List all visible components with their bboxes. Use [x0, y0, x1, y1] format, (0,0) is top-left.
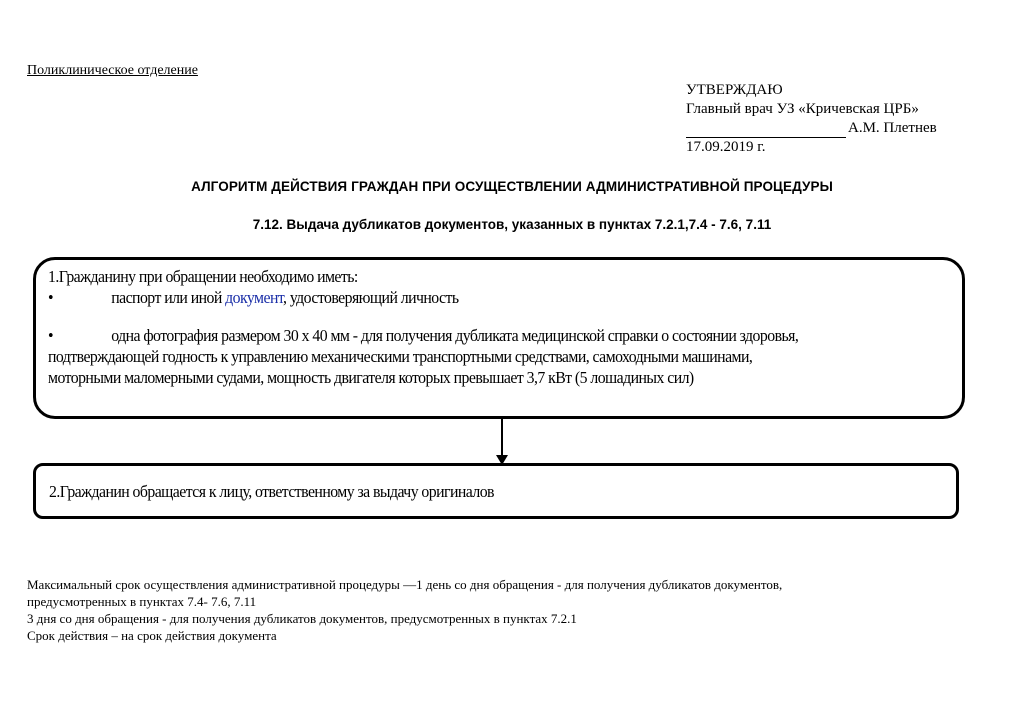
approve-name: А.М. Плетнев	[848, 120, 937, 136]
step1-item1-text-b: , удостоверяющий личность	[283, 288, 459, 307]
approval-block	[686, 81, 937, 157]
step1-heading: 1.Гражданину при обращении необходимо иметь:	[48, 267, 358, 286]
approve-date: 17.09.2019 г.	[686, 139, 766, 155]
signature-line	[686, 123, 846, 138]
step1-item2-line3: моторными маломерными судами, мощность двигателя которых превышает 3,7 кВт (5 лошадиных сил)	[48, 368, 694, 387]
approve-signature-row	[686, 119, 937, 138]
step1-item2-line1: одна фотография размером 30 х 40 мм - для получения дубликата медицинской справки о состоянии здоровья,	[111, 326, 799, 345]
step1-content	[48, 266, 885, 388]
footer-line2: предусмотренных в пунктах 7.4- 7.6, 7.11	[27, 594, 257, 609]
department-label: Поликлиническое отделение	[27, 63, 198, 78]
footer-line3: 3 дня со дня обращения - для получения дубликатов документов, предусмотренных в пунктах 7.2.1	[27, 611, 577, 626]
page-subtitle: 7.12. Выдача дубликатов документов, указанных в пунктах 7.2.1,7.4 - 7.6, 7.11	[252, 217, 772, 232]
document-link[interactable]: документ	[225, 288, 284, 307]
step1-item-passport	[48, 287, 885, 308]
bullet-icon: •	[48, 326, 53, 345]
step1-item1-text-a: паспорт или иной	[111, 288, 226, 307]
approve-title: УТВЕРЖДАЮ	[686, 82, 783, 98]
page-title: АЛГОРИТМ ДЕЙСТВИЯ ГРАЖДАН ПРИ ОСУЩЕСТВЛЕНИИ АДМИНИСТРАТИВНОЙ ПРОЦЕДУРЫ	[191, 179, 833, 194]
approve-position: Главный врач УЗ «Кричевская ЦРБ»	[686, 101, 919, 117]
step1-item2-line2: подтверждающей годность к управлению механическими транспортными средствами, самоходными машинами,	[48, 347, 753, 366]
step2-text: 2.Гражданин обращается к лицу, ответственному за выдачу оригиналов	[49, 482, 494, 501]
bullet-icon: •	[48, 288, 53, 307]
footer-line1: Максимальный срок осуществления административной процедуры —1 день со дня обращения - для получения дубликатов документов,	[27, 577, 783, 592]
step1-item-photo	[48, 325, 885, 346]
flow-arrow-shaft	[501, 419, 503, 457]
footer-notes	[27, 576, 967, 644]
footer-line4: Срок действия – на срок действия документа	[27, 628, 277, 643]
